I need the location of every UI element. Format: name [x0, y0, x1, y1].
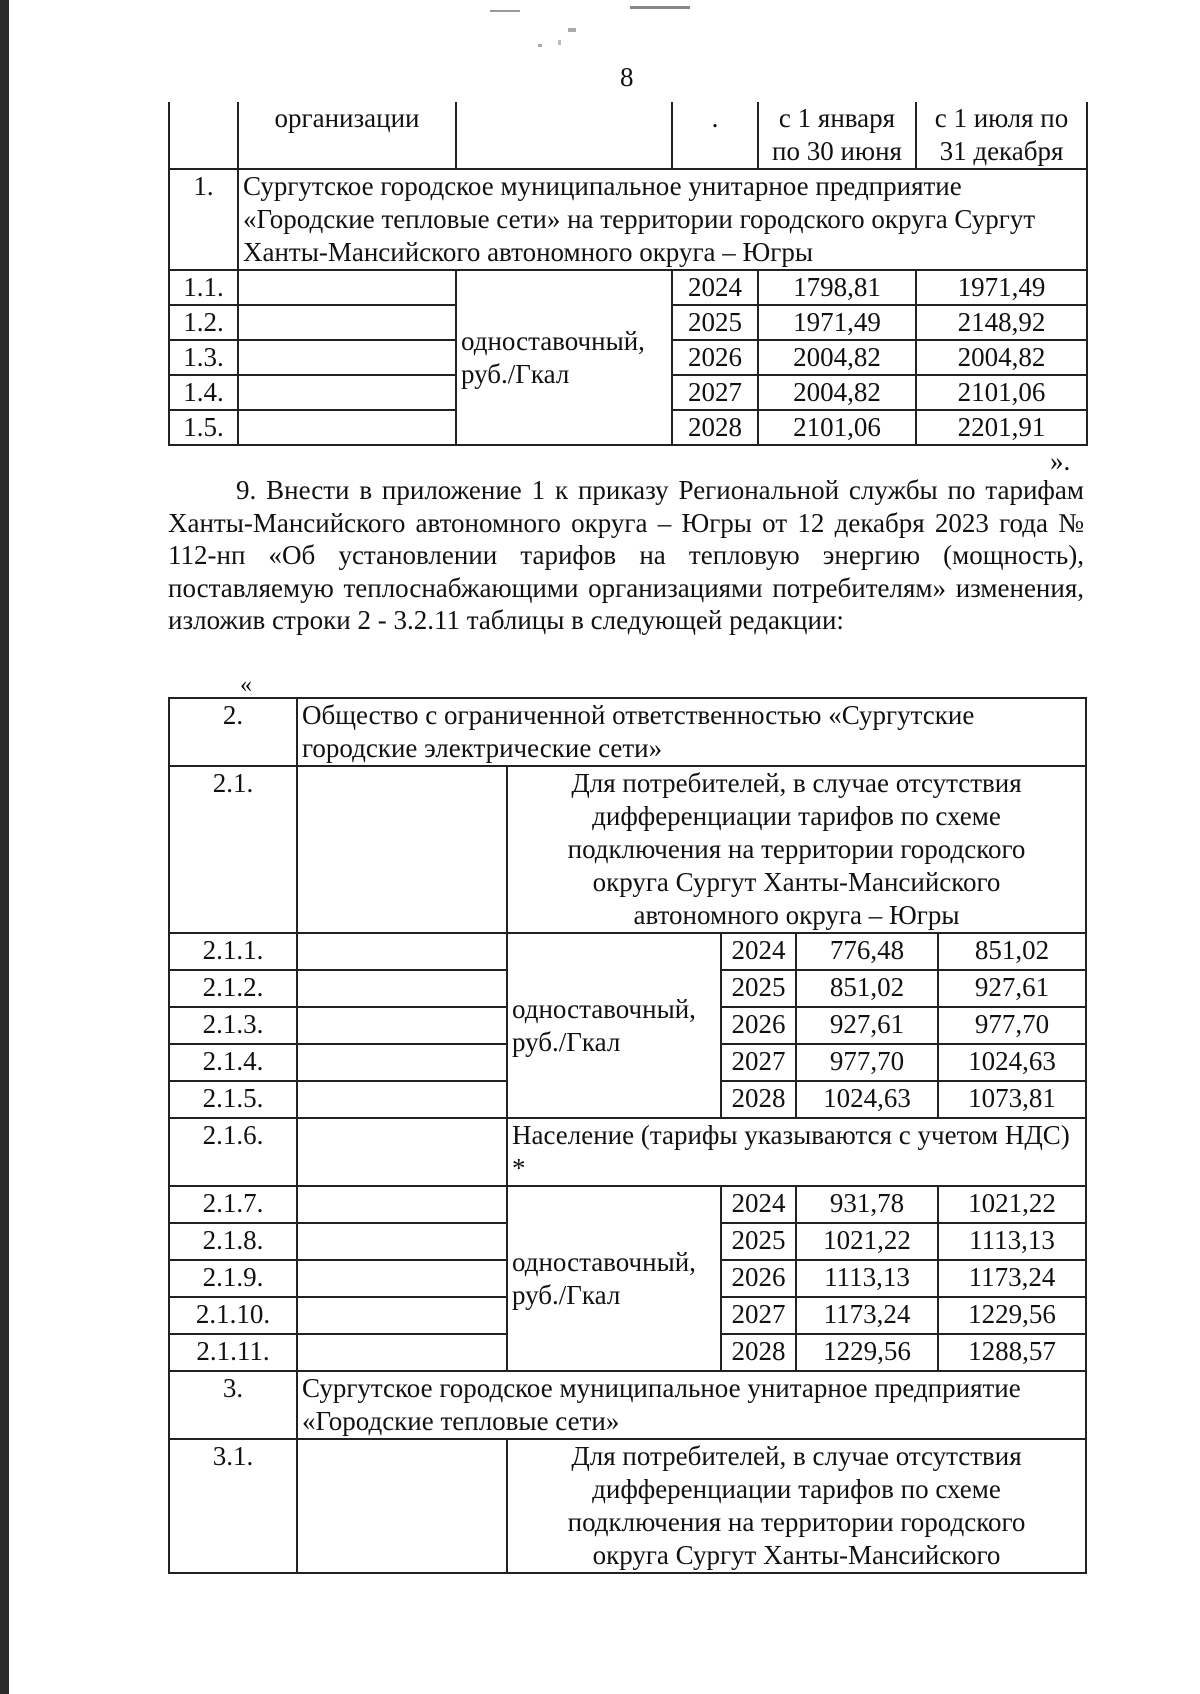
row-organization	[238, 305, 456, 340]
group-number: 2.1.	[169, 766, 297, 933]
row-number: 2.1.10.	[169, 1297, 297, 1334]
row-year: 2027	[672, 375, 758, 410]
table-row	[169, 933, 1086, 970]
page-left-border	[0, 0, 9, 1694]
section-number: 1.	[169, 169, 238, 270]
table-row	[169, 270, 1087, 305]
row-year: 2024	[721, 1186, 796, 1223]
row-number: 1.1.	[169, 270, 238, 305]
table-row	[169, 1186, 1086, 1223]
opening-quote: «	[240, 672, 252, 698]
org-title: Сургутское городское муниципальное унитарное предприятие «Городские тепловые сети»	[297, 1371, 1086, 1439]
row-year: 2027	[721, 1044, 796, 1081]
row-year: 2025	[721, 970, 796, 1007]
row-value-period2: 2201,91	[916, 410, 1087, 445]
row-organization	[297, 1044, 507, 1081]
header-cell-tariff-type	[456, 102, 672, 169]
group-number: 2.1.6.	[169, 1118, 297, 1186]
group-row	[169, 1439, 1086, 1573]
group-description: Население (тарифы указываются с учетом НДС) *	[507, 1118, 1086, 1186]
header-cell-year: .	[672, 102, 758, 169]
row-value-period2: 1021,22	[938, 1186, 1086, 1223]
row-number: 2.1.11.	[169, 1334, 297, 1371]
tariff-table-2	[168, 697, 1087, 1574]
org-number: 2.	[169, 698, 297, 766]
table1-header-row	[169, 102, 1087, 169]
row-organization	[238, 375, 456, 410]
group-number: 3.1.	[169, 1439, 297, 1573]
row-year: 2028	[672, 410, 758, 445]
row-value-period1: 1229,56	[796, 1334, 938, 1371]
group-empty-cell	[297, 766, 507, 933]
row-organization	[297, 970, 507, 1007]
scan-specks	[480, 0, 720, 60]
row-value-period2: 1971,49	[916, 270, 1087, 305]
row-value-period2: 1073,81	[938, 1081, 1086, 1118]
row-value-period2: 927,61	[938, 970, 1086, 1007]
row-value-period2: 1173,24	[938, 1260, 1086, 1297]
row-value-period1: 2004,82	[758, 340, 916, 375]
closing-quote: ».	[1050, 446, 1071, 476]
row-number: 2.1.8.	[169, 1223, 297, 1260]
header-cell-period2: с 1 июля по 31 декабря	[916, 102, 1087, 169]
header-cell-empty	[169, 102, 238, 169]
header-cell-period1: с 1 января по 30 июня	[758, 102, 916, 169]
org-row	[169, 1371, 1086, 1439]
row-value-period1: 1021,22	[796, 1223, 938, 1260]
row-value-period2: 1229,56	[938, 1297, 1086, 1334]
row-value-period1: 776,48	[796, 933, 938, 970]
org-row	[169, 698, 1086, 766]
row-value-period2: 1113,13	[938, 1223, 1086, 1260]
row-value-period2: 2148,92	[916, 305, 1087, 340]
page-number: 8	[620, 62, 634, 92]
row-organization	[238, 270, 456, 305]
row-number: 2.1.9.	[169, 1260, 297, 1297]
row-year: 2026	[721, 1260, 796, 1297]
section-title: Сургутское городское муниципальное унитарное предприятие «Городские тепловые сети» на территории городского округа Сургут Ханты-Мансийского автономного округа – Югры	[238, 169, 1087, 270]
row-organization	[238, 340, 456, 375]
row-organization	[297, 1334, 507, 1371]
row-value-period1: 1798,81	[758, 270, 916, 305]
row-organization	[297, 1007, 507, 1044]
tariff-type: одноставочный, руб./Гкал	[507, 1186, 721, 1371]
row-number: 2.1.3.	[169, 1007, 297, 1044]
row-number: 2.1.1.	[169, 933, 297, 970]
org-number: 3.	[169, 1371, 297, 1439]
row-value-period1: 1173,24	[796, 1297, 938, 1334]
row-organization	[297, 1081, 507, 1118]
group-empty-cell	[297, 1439, 507, 1573]
row-year: 2024	[721, 933, 796, 970]
group-row	[169, 766, 1086, 933]
row-number: 1.3.	[169, 340, 238, 375]
row-year: 2025	[721, 1223, 796, 1260]
row-value-period1: 927,61	[796, 1007, 938, 1044]
row-value-period2: 851,02	[938, 933, 1086, 970]
row-number: 1.2.	[169, 305, 238, 340]
org-title: Общество с ограниченной ответственностью «Сургутские городские электрические сети»	[297, 698, 1086, 766]
row-year: 2026	[721, 1007, 796, 1044]
row-value-period1: 1024,63	[796, 1081, 938, 1118]
row-number: 2.1.5.	[169, 1081, 297, 1118]
row-year: 2027	[721, 1297, 796, 1334]
group-row	[169, 1118, 1086, 1186]
group-empty-cell	[297, 1118, 507, 1186]
row-year: 2025	[672, 305, 758, 340]
row-value-period1: 931,78	[796, 1186, 938, 1223]
amendment-paragraph: 9. Внести в приложение 1 к приказу Региональной службы по тарифам Ханты-Мансийского автономного округа – Югры от 12 декабря 2023 года № 112-нп «Об установлении тарифов на тепловую энергию (мощность), поставляемую теплоснабжающими организациями потребителям» изменения, изложив строки 2 - 3.2.11 таблицы в следующей редакции:	[168, 475, 1084, 635]
header-cell-organization: организации	[238, 102, 456, 169]
row-number: 1.5.	[169, 410, 238, 445]
row-value-period1: 1971,49	[758, 305, 916, 340]
row-number: 2.1.2.	[169, 970, 297, 1007]
tariff-type: одноставочный, руб./Гкал	[456, 270, 672, 445]
row-number: 2.1.4.	[169, 1044, 297, 1081]
row-year: 2024	[672, 270, 758, 305]
row-value-period2: 1288,57	[938, 1334, 1086, 1371]
group-description: Для потребителей, в случае отсутствия дифференциации тарифов по схеме подключения на территории городского округа Сургут Ханты-Мансийского автономного округа – Югры	[507, 766, 1086, 933]
row-number: 1.4.	[169, 375, 238, 410]
row-year: 2028	[721, 1081, 796, 1118]
tariff-type: одноставочный, руб./Гкал	[507, 933, 721, 1118]
row-number: 2.1.7.	[169, 1186, 297, 1223]
group-description: Для потребителей, в случае отсутствия дифференциации тарифов по схеме подключения на территории городского округа Сургут Ханты-Мансийского	[507, 1439, 1086, 1573]
row-organization	[297, 933, 507, 970]
row-value-period2: 1024,63	[938, 1044, 1086, 1081]
row-organization	[297, 1260, 507, 1297]
row-year: 2028	[721, 1334, 796, 1371]
row-value-period2: 2101,06	[916, 375, 1087, 410]
row-value-period1: 2101,06	[758, 410, 916, 445]
table1-section-row	[169, 169, 1087, 270]
row-organization	[297, 1186, 507, 1223]
row-value-period2: 2004,82	[916, 340, 1087, 375]
row-value-period2: 977,70	[938, 1007, 1086, 1044]
row-organization	[297, 1297, 507, 1334]
row-year: 2026	[672, 340, 758, 375]
row-value-period1: 851,02	[796, 970, 938, 1007]
row-value-period1: 1113,13	[796, 1260, 938, 1297]
row-value-period1: 2004,82	[758, 375, 916, 410]
row-organization	[238, 410, 456, 445]
row-organization	[297, 1223, 507, 1260]
row-value-period1: 977,70	[796, 1044, 938, 1081]
tariff-table-1	[168, 102, 1088, 446]
